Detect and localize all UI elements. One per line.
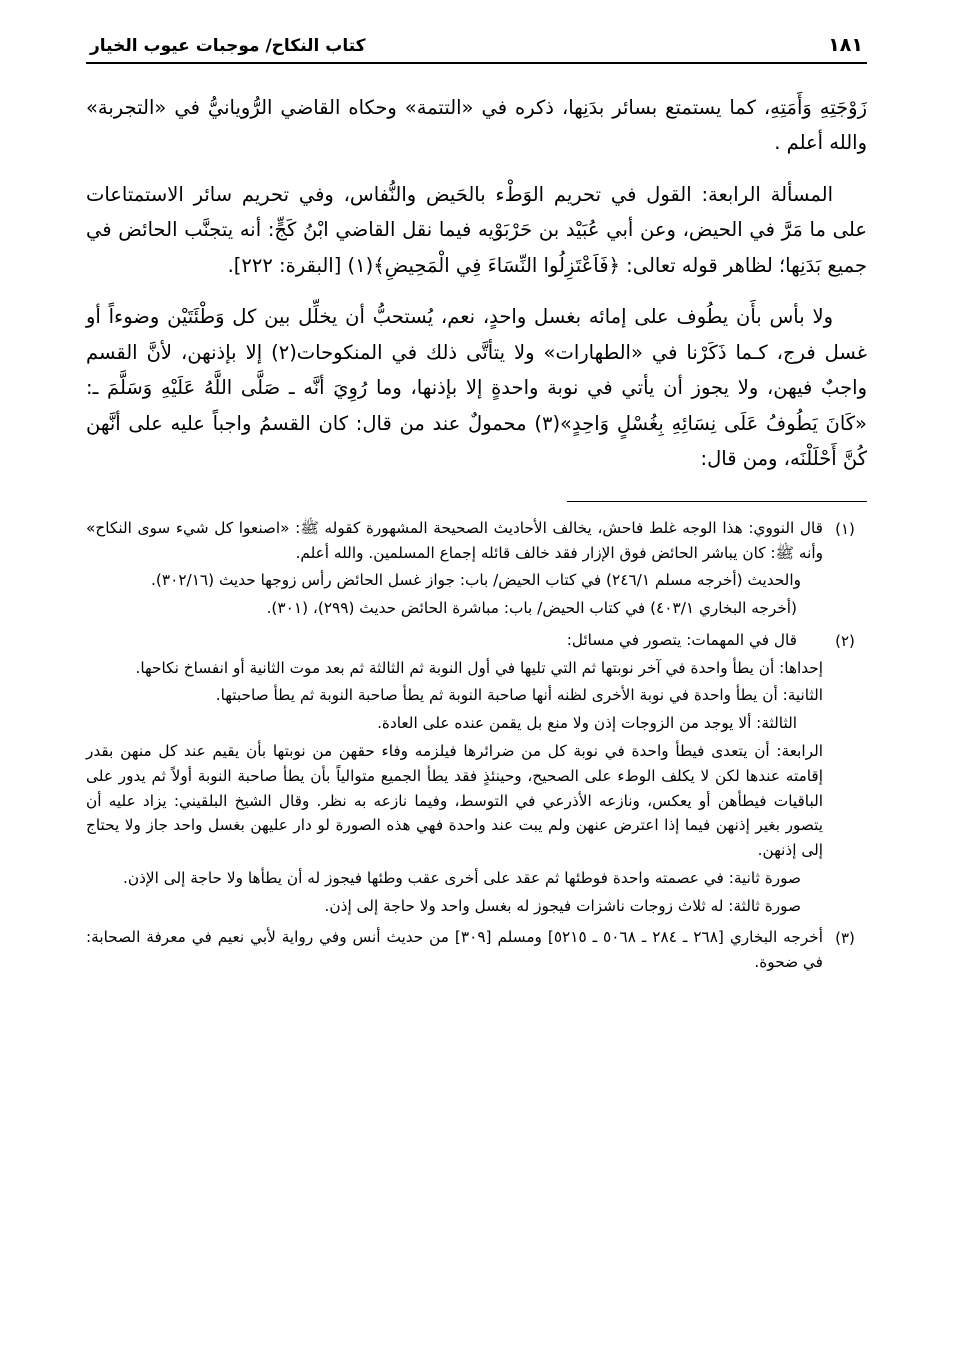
footnote-line: (أخرجه البخاري ٤٠٣/١) في كتاب الحيض/ باب: مباشرة الحائض حديث (٢٩٩)، (٣٠١). bbox=[266, 599, 797, 618]
footnote-marker: (٢) bbox=[835, 631, 855, 650]
footnote-item bbox=[86, 628, 867, 921]
footnote-line: صورة ثانية: في عصمته واحدة فوطئها ثم عقد على أخرى عقب وطئها فيجوز له أن يطأها ولا حاجة إلى الإذن. bbox=[122, 868, 801, 887]
page-number: ١٨١ bbox=[828, 34, 863, 56]
header-divider bbox=[86, 62, 867, 64]
footnote-line: الرابعة: أن يتعدى فيطأ واحدة في نوبة كل من ضرائرها فيلزمه وفاء حقهن من نوبتها بأن يقيم عند كل منهن بقدر إقامته عندها لكن لا يكلف الوطء على الصحيح، وحينئذٍ فقد يطأ الجميع متوالياً بأن يطأ صاحبة النوبة أولاً ثم يدور على الباقيات فيطأهن أو يعكس، ونازعه الأذرعي في التوسط، وفيما نازعه به نظر. وقال الشيخ البلقيني: يزاد عليه أن يتصور بغير إذنهن فيما إذا اعترض عنهن ولم يبت عند واحدة فهي هذه الصورة لو دار عليهن بغسل واحد جاز ولا يحتاج إلى إذنهن. bbox=[86, 741, 823, 860]
footnote-line: أخرجه البخاري [٢٦٨ ـ ٢٨٤ ـ ٥٠٦٨ ـ ٥٢١٥] ومسلم [٣٠٩] من حديث أنس وفي رواية لأبي نعيم في معرفة الصحابة: في ضحوة. bbox=[86, 928, 823, 972]
footnote-line: والحديث (أخرجه مسلم ٢٤٦/١) في كتاب الحيض/ باب: جواز غسل الحائض رأس زوجها حديث (٣٠٢/١٦). bbox=[151, 571, 801, 590]
footnote-line: قال النووي: هذا الوجه غلط فاحش، يخالف الأحاديث الصحيحة المشهورة كقوله ﷺ: «اصنعوا كل شيء سوى النكاح» وأنه ﷺ: كان يباشر الحائض فوق الإزار فقد خالف قائله إجماع المسلمين. والله أعلم. bbox=[86, 518, 823, 562]
page-header bbox=[86, 30, 867, 62]
footnotes-section bbox=[86, 516, 867, 978]
footnote-line: صورة ثالثة: له ثلاث زوجات ناشزات فيجوز له بغسل واحد ولا حاجة إلى إذن. bbox=[324, 896, 801, 915]
footnote-item bbox=[86, 925, 867, 978]
paragraph-2: المسألة الرابعة: القول في تحريم الوَطْء بالحَيض والنُّفاس، وفي تحريم سائر الاستمتاعات على ما مَرَّ في الحيض، وعن أبي عُبَيْد بن حَرْبَوْيه فيما نقل القاضي ابْنُ كَجٍّ: أنه يتجنَّب الحائض في جميع بَدَنِها؛ لظاهر قوله تعالى: ﴿فَاَعْتَزِلُوا النِّسَاءَ فِي الْمَحِيضِ﴾(١) [البقرة: ٢٢٢]. bbox=[86, 182, 867, 277]
footnote-line: الثالثة: ألا يوجد من الزوجات إذن ولا منع بل يقمن عنده على العادة. bbox=[377, 714, 797, 733]
footnote-line: قال في المهمات: يتصور في مسائل: bbox=[566, 630, 797, 649]
footnote-body bbox=[86, 925, 823, 978]
chapter-title: كتاب النكاح/ موجبات عيوب الخيار bbox=[90, 36, 366, 56]
footnote-item bbox=[86, 516, 867, 624]
footnote-body bbox=[86, 516, 823, 624]
footnote-body bbox=[86, 628, 823, 921]
footnote-marker: (١) bbox=[835, 519, 855, 538]
footnote-line: إحداها: أن يطأ واحدة في آخر نوبتها ثم التي تليها في أول النوبة ثم الثالثة ثم بعد موت الثانية أو انفساخ نكاحها. bbox=[135, 658, 823, 677]
footnote-line: الثانية: أن يطأ واحدة في نوبة الأخرى لظنه أنها صاحبة النوبة ثم يطأ صاحبة النوبة ثم يطأ صاحبتها. bbox=[215, 686, 823, 705]
main-text bbox=[86, 90, 867, 477]
paragraph-1: زَوْجَتِهِ وَأَمَتِهِ، كما يستمتع بسائر بدَنِها، ذكره في «التتمة» وحكاه القاضي الرُّويانيُّ في «التجربة» والله أعلم . bbox=[86, 96, 867, 155]
footnote-marker: (٣) bbox=[835, 929, 855, 948]
paragraph-3: ولا بأس بأَن يطُوف على إمائه بغسل واحدٍ، نعم، يُستحبُّ أن يخلِّل بين كل وَطْئَتَيْن وضوءاً أو غسل فرج، كـما ذَكَرْنا في «الطهارات» ولا يتأتَّى ذلك في المنكوحات(٢) إلا بإذنهن، لأنَّ القسم واجبٌ فيهن، ولا يجوز أن يأتي في نوبة واحدةٍ إلا بإذنها، وما رُوِيَ أنَّه ـ صَلَّى اللَّهُ عَلَيْهِ وَسَلَّمَ ـ: «كَانَ يَطُوفُ عَلَى نِسَائِهِ بِغُسْلٍ وَاحِدٍ»(٣) محمولٌ عند من قال: كان القسمُ واجباً عليه على أنَّهن كُنَّ أَحْلَلْنَه، ومن قال: bbox=[86, 305, 867, 471]
footnote-divider bbox=[567, 501, 867, 502]
